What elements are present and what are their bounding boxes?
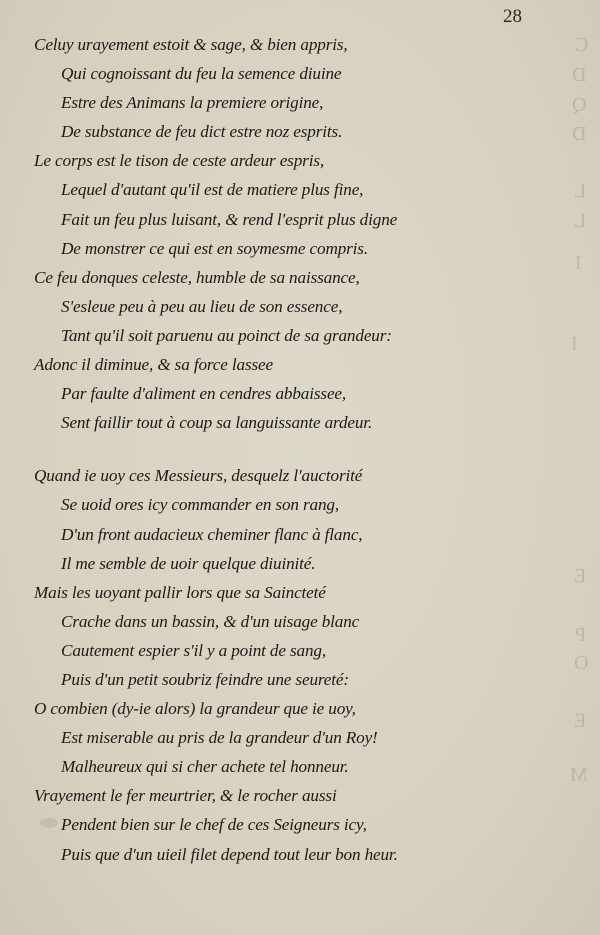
- verse-line: Ce feu donques celeste, humble de sa naissance,: [34, 267, 360, 287]
- verse-line: Il me semble de uoir quelque diuinité.: [61, 553, 316, 573]
- verse-line: Celuy urayement estoit & sage, & bien appris,: [34, 35, 348, 54]
- show-through-letter: L: [573, 210, 586, 232]
- verse-line: Malheureux qui si cher achete tel honneur.: [61, 757, 349, 777]
- verse-line: Mais les uoyant pallir lors que sa Saincteté: [34, 582, 326, 602]
- verse-line: Lequel d'autant qu'il est de matiere plus fine,: [61, 180, 364, 200]
- show-through-letter: L: [573, 180, 586, 202]
- stanza: [34, 30, 504, 437]
- show-through-letter: Q: [571, 94, 586, 116]
- verse-line: Tant qu'il soit paruenu au poinct de sa grandeur:: [61, 325, 392, 345]
- show-through-letter: D: [571, 64, 586, 86]
- show-through-letter: M: [570, 764, 588, 786]
- verse-line: Cautement espier s'il y a point de sang,: [61, 640, 327, 660]
- show-through-letter: D: [571, 123, 586, 145]
- stanza: [34, 461, 504, 868]
- poem-text: [34, 30, 504, 869]
- verse-line: S'esleue peu à peu au lieu de son essence,: [61, 296, 343, 316]
- verse-line: De monstrer ce qui est en soymesme compris.: [61, 238, 368, 258]
- verse-line: Sent faillir tout à coup sa languissante ardeur.: [61, 413, 373, 433]
- show-through-letter: E: [573, 565, 586, 587]
- verse-line: Par faulte d'aliment en cendres abbaissee,: [61, 384, 347, 404]
- show-through-letter: P: [574, 624, 586, 646]
- verse-line: Puis que d'un uieil filet depend tout leur bon heur.: [61, 844, 398, 864]
- verse-line: Crache dans un bassin, & d'un uisage blanc: [61, 611, 360, 631]
- verse-line: Puis d'un petit soubriz feindre une seureté:: [61, 669, 349, 689]
- verse-line: Adonc il diminue, & sa force lassee: [34, 355, 273, 375]
- verse-line: Est miserable au pris de la grandeur d'un Roy!: [61, 728, 378, 748]
- verse-line: De substance de feu dict estre noz esprits.: [61, 122, 343, 142]
- verse-line: Fait un feu plus luisant, & rend l'esprit plus digne: [61, 209, 398, 229]
- show-through-letter: O: [573, 652, 588, 674]
- show-through-letter: C: [574, 34, 588, 56]
- verse-line: Se uoid ores icy commander en son rang,: [61, 495, 340, 515]
- show-through-letter: I: [571, 333, 578, 355]
- verse-line: D'un front audacieux cheminer flanc à flanc,: [61, 524, 363, 544]
- page-number: 28: [503, 6, 522, 27]
- verse-line: Pendent bien sur le chef de ces Seigneurs icy,: [61, 815, 367, 835]
- verse-line: Quand ie uoy ces Messieurs, desquelz l'auctorité: [34, 466, 363, 486]
- verse-line: O combien (dy-ie alors) la grandeur que ie uoy,: [34, 699, 356, 719]
- verse-line: Le corps est le tison de ceste ardeur espris,: [34, 151, 325, 171]
- verse-line: Vrayement le fer meurtrier, & le rocher aussi: [34, 786, 337, 806]
- verse-line: Qui cognoissant du feu la semence diuine: [61, 64, 342, 84]
- show-through-letter: I: [575, 252, 582, 274]
- show-through-margin: [510, 0, 600, 935]
- verse-line: Estre des Animans la premiere origine,: [61, 93, 324, 113]
- show-through-letter: E: [573, 710, 586, 732]
